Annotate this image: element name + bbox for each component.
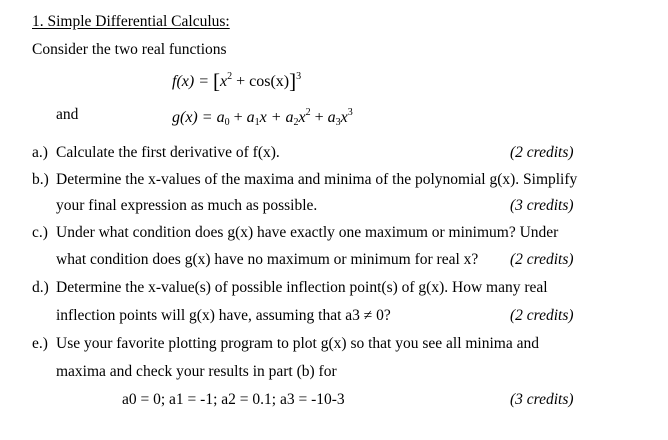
question-a-credits: (2 credits) [510,144,574,161]
question-d-credits: (2 credits) [510,307,574,324]
question-c-label: c.) [32,224,48,241]
question-d-text-1: Determine the x-value(s) of possible inflection point(s) of g(x). How many real [56,279,548,296]
and-word: and [56,106,79,123]
question-b-credits: (3 credits) [510,197,574,214]
question-e-label: e.) [32,335,48,352]
question-c-credits: (2 credits) [510,251,574,268]
intro-text: Consider the two real functions [32,41,227,58]
section-title: 1. Simple Differential Calculus: [32,13,230,30]
question-e-credits: (3 credits) [510,391,574,408]
equation-f: $f(x) = [x^2 + \cos(x)]^3$ [172,69,302,93]
question-b-text-2: your final expression as much as possible. [56,197,318,214]
question-a-text: Calculate the first derivative of f(x). [56,144,280,161]
question-e-text-1: Use your favorite plotting program to plot g(x) so that you see all minima and [56,335,539,352]
question-e-text-2: maxima and check your results in part (b) for [56,363,337,380]
question-d-label: d.) [32,279,49,296]
question-b-label: b.) [32,171,49,188]
question-c-text-2: what condition does g(x) have no maximum or minimum for real x? [56,251,479,268]
question-e-values: a0 = 0; a1 = -1; a2 = 0.1; a3 = -10-3 [122,391,345,408]
question-d-text-2: inflection points will g(x) have, assuming that a3 ≠ 0? [56,307,391,324]
question-b-text-1: Determine the x-values of the maxima and minima of the polynomial g(x). Simplify [56,171,578,188]
equation-g: $g(x) = a_0 + a_1x + a_2x^2 + a_3x^3$ [172,107,353,128]
question-a-label: a.) [32,144,48,161]
question-c-text-1: Under what condition does g(x) have exactly one maximum or minimum? Under [56,224,559,241]
